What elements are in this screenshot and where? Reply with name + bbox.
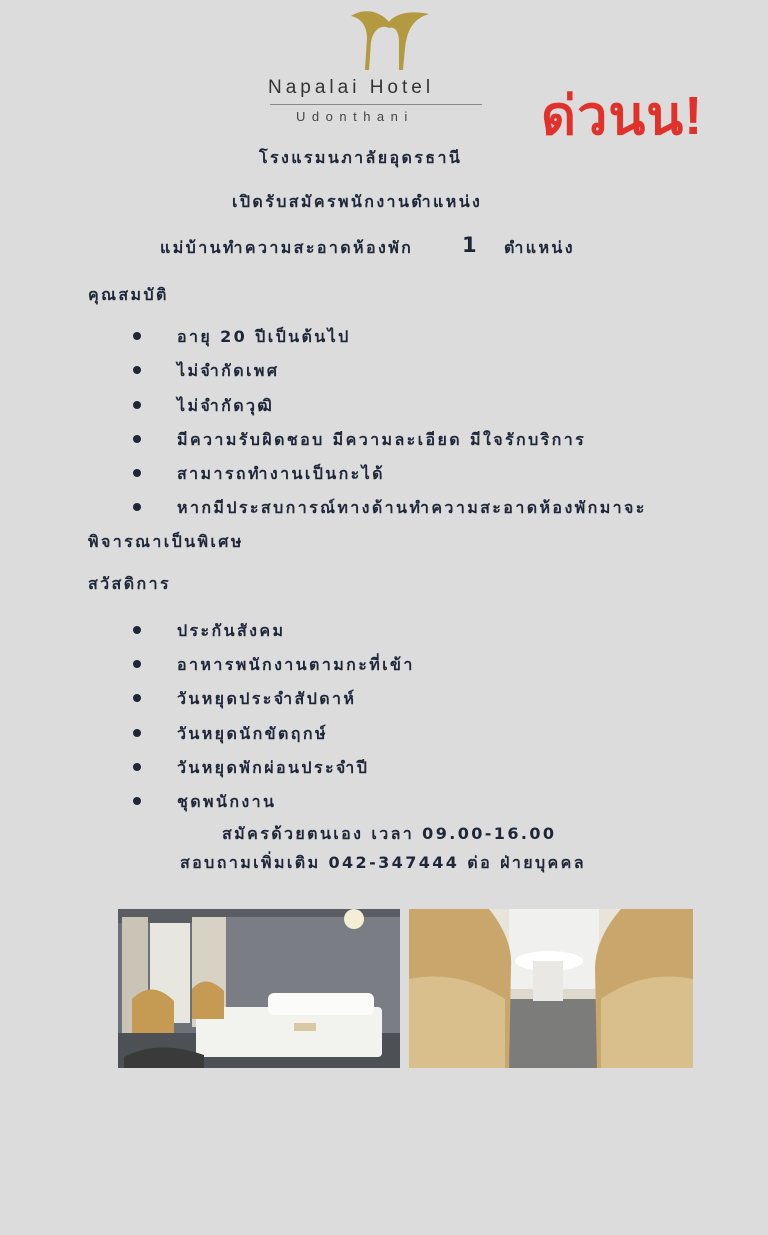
bullet-dot bbox=[133, 797, 141, 805]
welfare-item: ประกันสังคม bbox=[177, 621, 286, 640]
position-count: 1 bbox=[462, 233, 477, 257]
welfare-title: สวัสดิการ bbox=[88, 574, 171, 593]
bullet-dot bbox=[133, 435, 141, 443]
urgent-badge: ด่วนน! bbox=[541, 86, 704, 146]
position-count-unit: ตำแหน่ง bbox=[504, 238, 575, 257]
room-photo bbox=[118, 909, 400, 1068]
bullet-dot bbox=[133, 729, 141, 737]
recruitment-heading: เปิดรับสมัครพนักงานตำแหน่ง bbox=[232, 192, 483, 211]
chairs-photo bbox=[409, 909, 693, 1068]
apply-info: สมัครด้วยตนเอง เวลา 09.00-16.00 bbox=[222, 824, 557, 843]
bullet-dot bbox=[133, 401, 141, 409]
position-title: แม่บ้านทำความสะอาดห้องพัก bbox=[160, 238, 414, 257]
welfare-item: อาหารพนักงานตามกะที่เข้า bbox=[177, 655, 415, 674]
brand-divider bbox=[270, 104, 482, 105]
welfare-item: วันหยุดประจำสัปดาห์ bbox=[177, 689, 357, 708]
qualification-item: สามารถทำงานเป็นกะได้ bbox=[177, 464, 385, 483]
bullet-dot bbox=[133, 503, 141, 511]
hotel-name-heading: โรงแรมนภาลัยอุดรธานี bbox=[259, 148, 463, 167]
qualification-item: อายุ 20 ปีเป็นต้นไป bbox=[177, 327, 351, 346]
bullet-dot bbox=[133, 332, 141, 340]
bullet-dot bbox=[133, 366, 141, 374]
qualification-item: มีความรับผิดชอบ มีความละเอียด มีใจรักบริการ bbox=[177, 430, 587, 449]
qualifications-title: คุณสมบัติ bbox=[88, 285, 169, 304]
inquiry-info: สอบถามเพิ่มเติม 042-347444 ต่อ ฝ่ายบุคคล bbox=[180, 853, 586, 872]
welfare-item: ชุดพนักงาน bbox=[177, 792, 277, 811]
welfare-item: วันหยุดนักขัตฤกษ์ bbox=[177, 724, 328, 743]
bullet-dot bbox=[133, 694, 141, 702]
welfare-item: วันหยุดพักผ่อนประจำปี bbox=[177, 758, 370, 777]
bullet-dot bbox=[133, 660, 141, 668]
bullet-dot bbox=[133, 469, 141, 477]
bullet-dot bbox=[133, 763, 141, 771]
qualification-item-continued: พิจารณาเป็นพิเศษ bbox=[88, 532, 244, 551]
hotel-brand-city: Udonthani bbox=[296, 109, 414, 124]
hotel-brand-name: Napalai Hotel bbox=[268, 77, 435, 98]
qualification-item: ไม่จำกัดวุฒิ bbox=[177, 396, 275, 415]
hotel-logo-mark bbox=[349, 8, 431, 70]
bullet-dot bbox=[133, 626, 141, 634]
qualification-item: หากมีประสบการณ์ทางด้านทำความสะอาดห้องพักมาจะ bbox=[177, 498, 647, 517]
qualification-item: ไม่จำกัดเพศ bbox=[177, 361, 280, 380]
